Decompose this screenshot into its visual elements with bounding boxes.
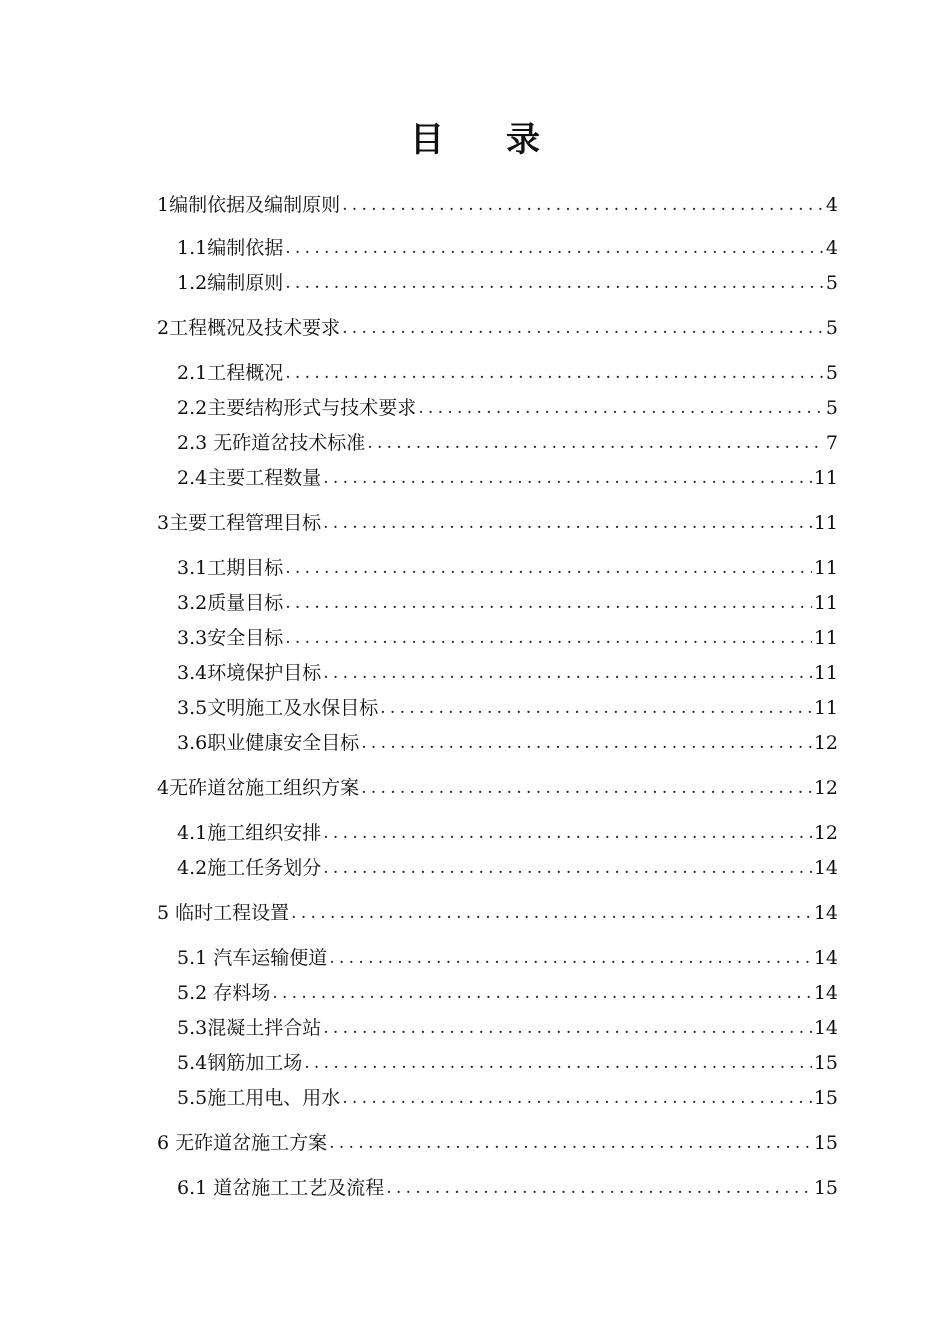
toc-leader-dots bbox=[378, 695, 812, 721]
toc-entry[interactable] bbox=[177, 395, 838, 421]
toc-entry[interactable] bbox=[177, 980, 838, 1006]
toc-leader-dots bbox=[321, 660, 812, 686]
toc-entry[interactable] bbox=[157, 900, 838, 926]
toc-leader-dots bbox=[365, 430, 824, 456]
toc-leader-dots bbox=[321, 855, 812, 881]
toc-entry-title: 6.1 道岔施工工艺及流程 bbox=[177, 1177, 385, 1199]
toc-entry[interactable] bbox=[157, 315, 838, 341]
toc-entry[interactable] bbox=[177, 625, 838, 651]
toc-leader-dots bbox=[283, 590, 812, 616]
toc-page-number: 5 bbox=[825, 397, 838, 419]
toc-entry-title: 3.3安全目标 bbox=[177, 627, 284, 649]
toc-leader-dots bbox=[289, 900, 812, 926]
toc-page-number: 5 bbox=[825, 317, 838, 339]
toc-entry[interactable] bbox=[177, 1085, 838, 1111]
toc-entry-title: 1编制依据及编制原则 bbox=[157, 194, 341, 216]
toc-entry-title: 6 无砟道岔施工方案 bbox=[157, 1132, 328, 1154]
toc-leader-dots bbox=[283, 625, 812, 651]
toc-entry-title: 4.2施工任务划分 bbox=[177, 857, 322, 879]
toc-leader-dots bbox=[270, 980, 812, 1006]
toc-page-number: 11 bbox=[813, 627, 838, 649]
toc-entry[interactable] bbox=[177, 855, 838, 881]
toc-entry[interactable] bbox=[177, 820, 838, 846]
toc-page-number: 7 bbox=[825, 432, 838, 454]
toc-page-number: 14 bbox=[813, 857, 838, 879]
toc-leader-dots bbox=[327, 1130, 812, 1156]
toc-leader-dots bbox=[283, 360, 824, 386]
toc-page-number: 14 bbox=[813, 1017, 838, 1039]
toc-leader-dots bbox=[283, 235, 824, 261]
toc-entry-title: 5.5施工用电、用水 bbox=[177, 1087, 341, 1109]
toc-page-number: 14 bbox=[813, 947, 838, 969]
toc-entry[interactable] bbox=[177, 695, 838, 721]
toc-leader-dots bbox=[340, 192, 824, 218]
toc-leader-dots bbox=[302, 1050, 812, 1076]
toc-page-number: 11 bbox=[813, 662, 838, 684]
toc-leader-dots bbox=[359, 730, 812, 756]
toc-entry-title: 4.1施工组织安排 bbox=[177, 822, 322, 844]
toc-entry[interactable] bbox=[177, 465, 838, 491]
toc-page-number: 15 bbox=[813, 1132, 838, 1154]
toc-entry-title: 4无砟道岔施工组织方案 bbox=[157, 777, 360, 799]
toc-page-number: 11 bbox=[813, 592, 838, 614]
toc-page-number: 14 bbox=[813, 902, 838, 924]
toc-entry[interactable] bbox=[177, 590, 838, 616]
toc-entry[interactable] bbox=[177, 1175, 838, 1201]
toc-leader-dots bbox=[327, 945, 812, 971]
toc-entry[interactable] bbox=[157, 1130, 838, 1156]
toc-leader-dots bbox=[340, 1085, 812, 1111]
toc-entry-title: 3.6职业健康安全目标 bbox=[177, 732, 360, 754]
toc-leader-dots bbox=[321, 1015, 812, 1041]
toc-page-number: 15 bbox=[813, 1052, 838, 1074]
toc-entry-title: 5 临时工程设置 bbox=[157, 902, 290, 924]
toc-page-number: 12 bbox=[813, 732, 838, 754]
toc-entry[interactable] bbox=[177, 360, 838, 386]
toc-page-number: 11 bbox=[813, 467, 838, 489]
toc-page-number: 11 bbox=[813, 697, 838, 719]
toc-entry[interactable] bbox=[177, 555, 838, 581]
toc-entry-title: 5.3混凝土拌合站 bbox=[177, 1017, 322, 1039]
toc-entry-title: 1.1编制依据 bbox=[177, 237, 284, 259]
toc-page-number: 12 bbox=[813, 822, 838, 844]
toc-entry-title: 5.1 汽车运输便道 bbox=[177, 947, 328, 969]
toc-entry-title: 2.2主要结构形式与技术要求 bbox=[177, 397, 417, 419]
toc-entry[interactable] bbox=[177, 945, 838, 971]
toc-entry-title: 2.3 无砟道岔技术标准 bbox=[177, 432, 366, 454]
toc-leader-dots bbox=[359, 775, 812, 801]
toc-page-number: 11 bbox=[813, 557, 838, 579]
toc-leader-dots bbox=[321, 820, 812, 846]
toc-entry-title: 3.2质量目标 bbox=[177, 592, 284, 614]
toc-entry-title: 3.4环境保护目标 bbox=[177, 662, 322, 684]
toc-page-number: 15 bbox=[813, 1177, 838, 1199]
toc-page-number: 4 bbox=[825, 237, 838, 259]
toc-entry[interactable] bbox=[177, 1015, 838, 1041]
toc-entry[interactable] bbox=[177, 270, 838, 296]
toc-entry-title: 5.2 存料场 bbox=[177, 982, 271, 1004]
toc-entry[interactable] bbox=[157, 510, 838, 536]
toc-leader-dots bbox=[384, 1175, 812, 1201]
toc-page-number: 5 bbox=[825, 272, 838, 294]
toc-entry-title: 2.1工程概况 bbox=[177, 362, 284, 384]
toc-entry-title: 3.5文明施工及水保目标 bbox=[177, 697, 379, 719]
toc-page-number: 5 bbox=[825, 362, 838, 384]
toc-page-number: 14 bbox=[813, 982, 838, 1004]
toc-leader-dots bbox=[340, 315, 824, 341]
toc-entry[interactable] bbox=[177, 660, 838, 686]
toc-entry-title: 2工程概况及技术要求 bbox=[157, 317, 341, 339]
toc-entry-title: 2.4主要工程数量 bbox=[177, 467, 322, 489]
toc-entry[interactable] bbox=[157, 192, 838, 218]
title-char-1: 目 bbox=[410, 120, 444, 160]
toc-entry[interactable] bbox=[157, 775, 838, 801]
toc-leader-dots bbox=[283, 270, 824, 296]
toc-entry-title: 3.1工期目标 bbox=[177, 557, 284, 579]
title-char-2: 录 bbox=[506, 120, 540, 160]
toc-entry[interactable] bbox=[177, 430, 838, 456]
toc-entry-title: 3主要工程管理目标 bbox=[157, 512, 322, 534]
toc-entry[interactable] bbox=[177, 235, 838, 261]
toc-entry-title: 1.2编制原则 bbox=[177, 272, 284, 294]
toc-leader-dots bbox=[416, 395, 824, 421]
toc-leader-dots bbox=[283, 555, 812, 581]
toc-page-number: 11 bbox=[813, 512, 838, 534]
toc-leader-dots bbox=[321, 465, 812, 491]
toc-leader-dots bbox=[321, 510, 812, 536]
toc-page-number: 12 bbox=[813, 777, 838, 799]
toc-page-number: 4 bbox=[825, 194, 838, 216]
toc-entry[interactable] bbox=[177, 730, 838, 756]
toc-entry[interactable] bbox=[177, 1050, 838, 1076]
toc-page-number: 15 bbox=[813, 1087, 838, 1109]
toc-entry-title: 5.4钢筋加工场 bbox=[177, 1052, 303, 1074]
